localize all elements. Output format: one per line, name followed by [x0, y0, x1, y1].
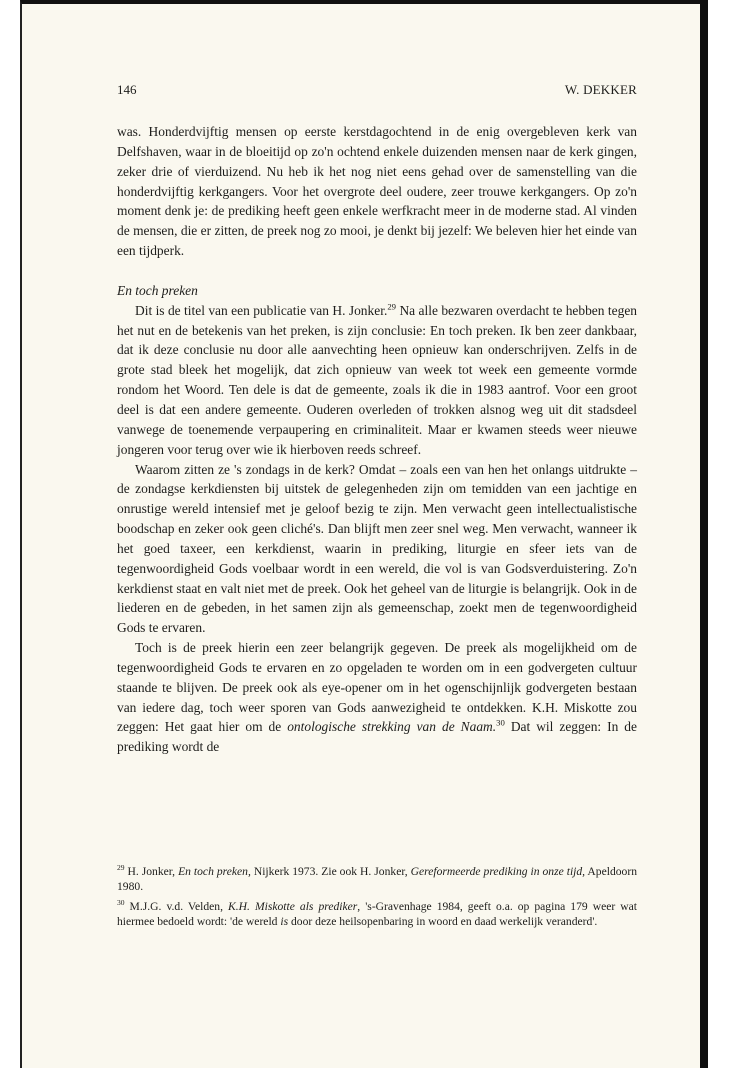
footnote-30-number: 30	[117, 898, 125, 908]
footnote-29	[117, 865, 637, 894]
page-number: 146	[117, 82, 137, 97]
footnote-ref-30: 30	[496, 717, 505, 728]
paragraph-2	[117, 301, 637, 460]
footnote-30-italic-b: is	[280, 914, 289, 928]
section-heading: En toch preken	[117, 282, 198, 298]
page-edge-shadow	[700, 0, 708, 1068]
footnote-29-italic-b: Gereformeerde prediking in onze tijd,	[410, 865, 586, 878]
paragraph-4	[117, 638, 637, 757]
footnote-30-text-b: , 's-Gravenhage 1984, geeft o.a. op pagina 179 weer wat hiermee bedoeld wordt: 'de wereld	[117, 900, 637, 928]
footnote-30	[117, 900, 637, 929]
footnote-ref-29: 29	[387, 301, 397, 312]
footnote-29-text-a: H. Jonker,	[124, 865, 179, 878]
paragraph-4-italic: ontologische strekking van de Naam.	[287, 719, 497, 735]
paragraph-2-text-a: Dit is de titel van een publicatie van H. Jonker.	[135, 302, 388, 318]
footnote-30-italic-a: K.H. Miskotte als prediker	[228, 900, 358, 913]
footnote-29-italic-a: En toch preken,	[178, 865, 251, 878]
page-header	[117, 82, 637, 102]
paragraph-4-text-a: Toch is de preek hierin een zeer belangrijk gegeven. De preek als mogelijkheid om de tegenwoordigheid Gods te ervaren en zo opgeladen te worden om in een godvergeten cultuur staande te blijven. De preek ook als eye-opener om in het ogenschijnlijk godvergeten bestaan van iedere dag, toch weer sporen van Gods aanwezigheid te ontdekken. K.H. Miskotte zou zeggen: Het gaat hier om de	[117, 640, 637, 735]
body-text	[117, 122, 637, 757]
footnote-29-text-c: Apeldoorn 1980.	[117, 865, 638, 893]
running-head: W. DEKKER	[564, 82, 637, 97]
footnote-30-text-c: door deze heilsopenbaring in woord en daad werkelijk veranderd'.	[288, 914, 598, 928]
footnote-29-text-b: Nijkerk 1973. Zie ook H. Jonker,	[250, 865, 411, 878]
paragraph-4-text-b: Dat wil zeggen: In de prediking wordt de	[117, 719, 637, 755]
paragraph-3: Waarom zitten ze 's zondags in de kerk? Omdat – zoals een van hen het onlangs uitdrukte – de zondagse kerkdiensten bij uitstek de gelegenheden zijn om temidden van een jachtige en onrustige wereld intensief met je geloof bezig te zijn. Men verwacht geen intellectualistische boodschap en zeker ook geen cliché's. Dan blijft men zeer snel weg. Men verwacht, wanneer ik het goed taxeer, een kerkdienst, waarin in prediking, liturgie en sfeer iets van de tegenwoordigheid Gods voelbaar wordt in een wereld, die vol is van Godsverduistering. Zo'n kerkdienst staat en valt niet met de preek. Ook het geheel van de liturgie is belangrijk. Ook in de liederen en de gebeden, in het samen zijn als gemeenschap, zoekt men de tegenwoordigheid Gods te ervaren.	[117, 461, 637, 636]
footnote-30-text-a: M.J.G. v.d. Velden,	[124, 900, 229, 913]
paragraph-2-text-b: Na alle bezwaren overdacht te hebben tegen het nut en de betekenis van het preken, is zijn conclusie: En toch preken. Ik ben zeer dankbaar, dat ik deze conclusie nu door alle aanvechting heen opnieuw kan onderschrijven. Zelfs in de grote stad bleek het mogelijk, dat zich opnieuw van week tot week een gemeente vormde rondom het Woord. Ten dele is dat de gemeente, zoals ik die in 1983 aantrof. Voor een groot deel is dat een andere gemeente. Ouderen overleden of trokken alsnog weg uit dit stadsdeel vanwege de toenemende verpaupering en criminaliteit. Maar er kwamen steeds weer nieuwe jongeren voor terug over wie ik hierboven reeds schreef.	[117, 302, 637, 457]
footnotes	[117, 865, 637, 935]
footnote-29-number: 29	[117, 863, 125, 873]
paragraph-1: was. Honderdvijftig mensen op eerste kerstdagochtend in de enig overgebleven kerk van Delfshaven, waar in de bloeitijd op zo'n ochtend enkele duizenden mensen naar de kerk gingen, zeker drie of vierduizend. Nu heb ik het nog niet eens gehad over de samenstelling van die honderdvijftig kerkgangers. Voor het overgrote deel oudere, zeer trouwe kerkgangers. Op zo'n moment denk je: de prediking heeft geen enkele werfkracht meer in de moderne stad. Al vinden de mensen, die er zitten, de preek nog zo mooi, je denkt bij jezelf: We beleven hier het einde van een tijdperk.	[117, 124, 637, 259]
